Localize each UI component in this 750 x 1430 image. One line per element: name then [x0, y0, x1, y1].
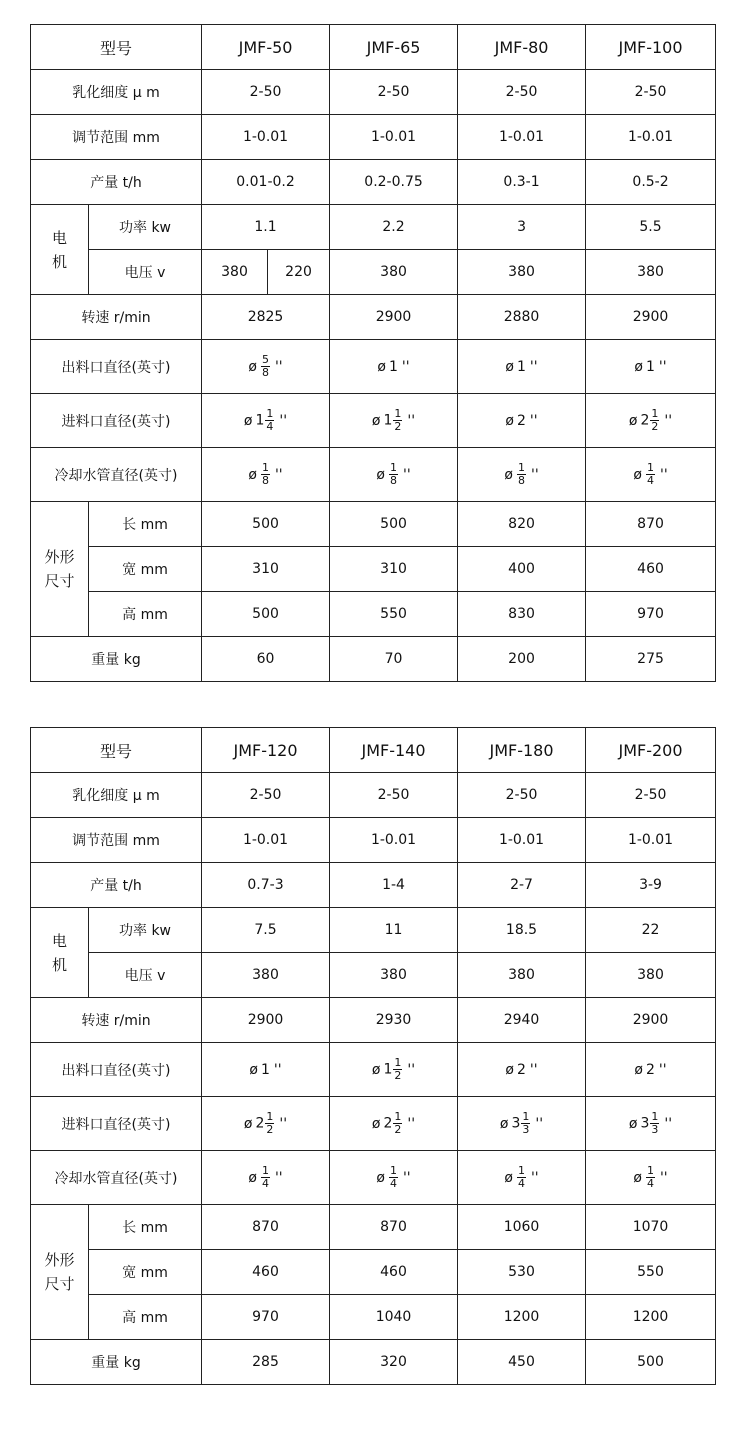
label-width: 宽 mm — [89, 547, 202, 592]
inch-mark: '' — [530, 466, 539, 483]
length-value: 870 — [586, 502, 716, 547]
weight-value: 285 — [202, 1340, 330, 1385]
label-width: 宽 mm — [89, 1250, 202, 1295]
fraction-numerator: 1 — [651, 1110, 659, 1123]
diameter-symbol: ø — [634, 358, 643, 375]
cooling-diameter — [202, 448, 330, 502]
diameter-fraction — [646, 462, 655, 487]
inch-mark: '' — [402, 466, 411, 483]
outlet-diameter — [586, 340, 716, 394]
outlet-diameter — [330, 340, 458, 394]
inch-mark: '' — [407, 412, 416, 429]
outlet-diameter — [458, 1043, 586, 1097]
label-height: 高 mm — [89, 592, 202, 637]
voltage-value: 380 — [330, 250, 458, 295]
adjust-value: 1-0.01 — [458, 115, 586, 160]
fraction-numerator: 1 — [517, 1164, 525, 1177]
diameter-fraction — [393, 1111, 402, 1136]
height-value: 1200 — [458, 1295, 586, 1340]
power-value: 18.5 — [458, 908, 586, 953]
label-dims: 外形 尺寸 — [31, 1205, 89, 1340]
speed-value: 2930 — [330, 998, 458, 1043]
fraction-numerator: 1 — [389, 461, 397, 474]
fraction-denominator: 2 — [394, 1069, 402, 1082]
voltage-value: 380 — [202, 953, 330, 998]
diameter-whole: 1 — [260, 1061, 270, 1078]
label-power: 功率 kw — [89, 205, 202, 250]
diameter-fraction — [517, 1165, 526, 1190]
adjust-value: 1-0.01 — [202, 818, 330, 863]
label-adjust: 调节范围 mm — [31, 115, 202, 160]
power-value: 3 — [458, 205, 586, 250]
fraction-denominator: 8 — [261, 474, 269, 487]
diameter-fraction — [389, 462, 398, 487]
output-value: 0.5-2 — [586, 160, 716, 205]
power-value: 7.5 — [202, 908, 330, 953]
inlet-diameter — [330, 394, 458, 448]
power-value: 2.2 — [330, 205, 458, 250]
label-length: 长 mm — [89, 502, 202, 547]
output-value: 2-7 — [458, 863, 586, 908]
fraction-denominator: 2 — [394, 1123, 402, 1136]
height-value: 1040 — [330, 1295, 458, 1340]
label-outlet: 出料口直径(英寸) — [31, 340, 202, 394]
fraction-numerator: 1 — [522, 1110, 530, 1123]
width-value: 400 — [458, 547, 586, 592]
diameter-fraction — [521, 1111, 530, 1136]
label-inlet: 进料口直径(英寸) — [31, 1097, 202, 1151]
length-value: 1060 — [458, 1205, 586, 1250]
label-model: 型号 — [31, 728, 202, 773]
fraction-denominator: 4 — [266, 420, 274, 433]
width-value: 310 — [202, 547, 330, 592]
spec-table-1 — [30, 24, 716, 682]
output-value: 3-9 — [586, 863, 716, 908]
fraction-numerator: 1 — [651, 407, 659, 420]
adjust-value: 1-0.01 — [330, 115, 458, 160]
inch-mark: '' — [279, 412, 288, 429]
label-motor: 电 机 — [31, 205, 89, 295]
fraction-denominator: 2 — [651, 420, 659, 433]
label-emulsify: 乳化细度 μ m — [31, 773, 202, 818]
fraction-numerator: 1 — [394, 407, 402, 420]
power-value: 11 — [330, 908, 458, 953]
voltage-value: 380 — [586, 250, 716, 295]
label-weight: 重量 kg — [31, 1340, 202, 1385]
voltage-value: 380 — [458, 953, 586, 998]
emulsify-value: 2-50 — [202, 773, 330, 818]
inch-mark: '' — [273, 1061, 282, 1078]
emulsify-value: 2-50 — [330, 773, 458, 818]
fraction-numerator: 1 — [261, 461, 269, 474]
diameter-fraction — [393, 1057, 402, 1082]
diameter-symbol: ø — [243, 1115, 253, 1132]
diameter-fraction — [517, 462, 526, 487]
diameter-fraction — [650, 1111, 659, 1136]
inch-mark: '' — [659, 1169, 668, 1186]
fraction-denominator: 2 — [394, 420, 402, 433]
emulsify-value: 2-50 — [330, 70, 458, 115]
outlet-diameter — [202, 1043, 330, 1097]
fraction-denominator: 4 — [646, 474, 654, 487]
length-value: 1070 — [586, 1205, 716, 1250]
outlet-diameter — [202, 340, 330, 394]
outlet-diameter — [586, 1043, 716, 1097]
emulsify-value: 2-50 — [586, 70, 716, 115]
diameter-symbol: ø — [505, 358, 514, 375]
diameter-symbol: ø — [628, 1115, 638, 1132]
label-voltage: 电压 v — [89, 953, 202, 998]
output-value: 0.7-3 — [202, 863, 330, 908]
weight-value: 200 — [458, 637, 586, 682]
inch-mark: '' — [529, 1061, 538, 1078]
fraction-denominator: 8 — [389, 474, 397, 487]
adjust-value: 1-0.01 — [586, 818, 716, 863]
label-length: 长 mm — [89, 1205, 202, 1250]
inch-mark: '' — [658, 1061, 667, 1078]
diameter-symbol: ø — [249, 1061, 258, 1078]
diameter-symbol: ø — [248, 466, 257, 483]
diameter-whole: 1 — [383, 1061, 393, 1078]
spec-table-2 — [30, 727, 716, 1385]
diameter-symbol: ø — [634, 1061, 643, 1078]
label-output: 产量 t/h — [31, 160, 202, 205]
diameter-whole: 1 — [517, 358, 526, 375]
label-power: 功率 kw — [89, 908, 202, 953]
diameter-symbol: ø — [633, 1169, 642, 1186]
inlet-diameter — [458, 1097, 586, 1151]
model-name: JMF-120 — [202, 728, 330, 773]
inlet-diameter — [586, 394, 716, 448]
fraction-denominator: 2 — [266, 1123, 274, 1136]
diameter-symbol: ø — [499, 1115, 509, 1132]
inch-mark: '' — [664, 1115, 673, 1132]
diameter-symbol: ø — [377, 358, 386, 375]
inch-mark: '' — [658, 358, 667, 375]
inlet-diameter — [458, 394, 586, 448]
inch-mark: '' — [664, 412, 673, 429]
fraction-numerator: 1 — [261, 1164, 269, 1177]
inch-mark: '' — [274, 466, 283, 483]
inch-mark: '' — [659, 466, 668, 483]
inch-mark: '' — [407, 1115, 416, 1132]
label-adjust: 调节范围 mm — [31, 818, 202, 863]
adjust-value: 1-0.01 — [202, 115, 330, 160]
diameter-whole: 2 — [255, 1115, 265, 1132]
length-value: 820 — [458, 502, 586, 547]
cooling-diameter — [330, 1151, 458, 1205]
diameter-fraction — [261, 354, 270, 379]
speed-value: 2880 — [458, 295, 586, 340]
diameter-whole: 2 — [383, 1115, 393, 1132]
diameter-symbol: ø — [376, 466, 385, 483]
label-motor: 电 机 — [31, 908, 89, 998]
cooling-diameter — [586, 1151, 716, 1205]
fraction-denominator: 8 — [261, 366, 269, 379]
adjust-value: 1-0.01 — [330, 818, 458, 863]
speed-value: 2825 — [202, 295, 330, 340]
fraction-numerator: 1 — [646, 1164, 654, 1177]
emulsify-value: 2-50 — [202, 70, 330, 115]
voltage-value: 380 — [586, 953, 716, 998]
inch-mark: '' — [530, 1169, 539, 1186]
emulsify-value: 2-50 — [458, 70, 586, 115]
voltage-value: 380 — [458, 250, 586, 295]
inlet-diameter — [202, 394, 330, 448]
height-value: 1200 — [586, 1295, 716, 1340]
power-value: 5.5 — [586, 205, 716, 250]
length-value: 870 — [202, 1205, 330, 1250]
model-name: JMF-140 — [330, 728, 458, 773]
diameter-symbol: ø — [248, 358, 257, 375]
diameter-whole: 2 — [517, 412, 526, 429]
diameter-symbol: ø — [243, 412, 253, 429]
width-value: 460 — [330, 1250, 458, 1295]
diameter-whole: 3 — [640, 1115, 650, 1132]
fraction-denominator: 4 — [389, 1177, 397, 1190]
diameter-fraction — [265, 1111, 274, 1136]
diameter-fraction — [261, 1165, 270, 1190]
fraction-denominator: 4 — [646, 1177, 654, 1190]
diameter-symbol: ø — [505, 412, 514, 429]
emulsify-value: 2-50 — [586, 773, 716, 818]
diameter-symbol: ø — [371, 1115, 381, 1132]
inch-mark: '' — [274, 1169, 283, 1186]
inlet-diameter — [330, 1097, 458, 1151]
power-value: 1.1 — [202, 205, 330, 250]
diameter-fraction — [265, 408, 274, 433]
inch-mark: '' — [529, 358, 538, 375]
model-name: JMF-180 — [458, 728, 586, 773]
fraction-denominator: 3 — [522, 1123, 530, 1136]
fraction-numerator: 1 — [394, 1056, 402, 1069]
cooling-diameter — [458, 448, 586, 502]
label-height: 高 mm — [89, 1295, 202, 1340]
height-value: 500 — [202, 592, 330, 637]
inch-mark: '' — [407, 1061, 416, 1078]
cooling-diameter — [458, 1151, 586, 1205]
height-value: 830 — [458, 592, 586, 637]
height-value: 970 — [202, 1295, 330, 1340]
diameter-symbol: ø — [633, 466, 642, 483]
weight-value: 320 — [330, 1340, 458, 1385]
height-value: 550 — [330, 592, 458, 637]
label-dims: 外形 尺寸 — [31, 502, 89, 637]
cooling-diameter — [586, 448, 716, 502]
diameter-whole: 3 — [511, 1115, 521, 1132]
inch-mark: '' — [274, 358, 283, 375]
outlet-diameter — [330, 1043, 458, 1097]
voltage-value: 380 — [202, 250, 268, 295]
diameter-whole: 2 — [640, 412, 650, 429]
fraction-denominator: 4 — [517, 1177, 525, 1190]
label-cooling: 冷却水管直径(英寸) — [31, 448, 202, 502]
speed-value: 2940 — [458, 998, 586, 1043]
inlet-diameter — [586, 1097, 716, 1151]
diameter-symbol: ø — [371, 1061, 381, 1078]
model-name: JMF-65 — [330, 25, 458, 70]
diameter-symbol: ø — [628, 412, 638, 429]
label-output: 产量 t/h — [31, 863, 202, 908]
diameter-whole: 2 — [516, 1061, 526, 1078]
outlet-diameter — [458, 340, 586, 394]
diameter-fraction — [650, 408, 659, 433]
diameter-symbol: ø — [504, 466, 513, 483]
diameter-whole: 1 — [646, 358, 655, 375]
diameter-symbol: ø — [505, 1061, 514, 1078]
diameter-whole: 1 — [383, 412, 393, 429]
weight-value: 500 — [586, 1340, 716, 1385]
diameter-symbol: ø — [371, 412, 381, 429]
fraction-numerator: 5 — [261, 353, 269, 366]
inch-mark: '' — [529, 412, 538, 429]
width-value: 460 — [586, 547, 716, 592]
weight-value: 275 — [586, 637, 716, 682]
diameter-fraction — [261, 462, 270, 487]
diameter-fraction — [646, 1165, 655, 1190]
output-value: 1-4 — [330, 863, 458, 908]
fraction-numerator: 1 — [394, 1110, 402, 1123]
fraction-denominator: 4 — [261, 1177, 269, 1190]
label-outlet: 出料口直径(英寸) — [31, 1043, 202, 1097]
fraction-denominator: 8 — [517, 474, 525, 487]
label-speed: 转速 r/min — [31, 295, 202, 340]
length-value: 870 — [330, 1205, 458, 1250]
width-value: 310 — [330, 547, 458, 592]
inch-mark: '' — [535, 1115, 544, 1132]
length-value: 500 — [202, 502, 330, 547]
fraction-denominator: 3 — [651, 1123, 659, 1136]
fraction-numerator: 1 — [266, 407, 274, 420]
model-name: JMF-50 — [202, 25, 330, 70]
voltage-value: 380 — [330, 953, 458, 998]
adjust-value: 1-0.01 — [586, 115, 716, 160]
output-value: 0.01-0.2 — [202, 160, 330, 205]
emulsify-value: 2-50 — [458, 773, 586, 818]
label-speed: 转速 r/min — [31, 998, 202, 1043]
diameter-fraction — [393, 408, 402, 433]
height-value: 970 — [586, 592, 716, 637]
diameter-whole: 2 — [645, 1061, 655, 1078]
width-value: 530 — [458, 1250, 586, 1295]
width-value: 550 — [586, 1250, 716, 1295]
model-name: JMF-200 — [586, 728, 716, 773]
weight-value: 450 — [458, 1340, 586, 1385]
fraction-numerator: 1 — [266, 1110, 274, 1123]
length-value: 500 — [330, 502, 458, 547]
inch-mark: '' — [401, 358, 410, 375]
output-value: 0.3-1 — [458, 160, 586, 205]
diameter-whole: 1 — [255, 412, 265, 429]
width-value: 460 — [202, 1250, 330, 1295]
model-name: JMF-100 — [586, 25, 716, 70]
speed-value: 2900 — [330, 295, 458, 340]
cooling-diameter — [202, 1151, 330, 1205]
speed-value: 2900 — [586, 295, 716, 340]
inch-mark: '' — [279, 1115, 288, 1132]
voltage-value: 220 — [268, 250, 330, 295]
speed-value: 2900 — [202, 998, 330, 1043]
cooling-diameter — [330, 448, 458, 502]
fraction-numerator: 1 — [646, 461, 654, 474]
speed-value: 2900 — [586, 998, 716, 1043]
diameter-symbol: ø — [504, 1169, 513, 1186]
inlet-diameter — [202, 1097, 330, 1151]
label-model: 型号 — [31, 25, 202, 70]
diameter-fraction — [389, 1165, 398, 1190]
fraction-numerator: 1 — [389, 1164, 397, 1177]
weight-value: 70 — [330, 637, 458, 682]
power-value: 22 — [586, 908, 716, 953]
weight-value: 60 — [202, 637, 330, 682]
label-voltage: 电压 v — [89, 250, 202, 295]
diameter-symbol: ø — [248, 1169, 257, 1186]
label-weight: 重量 kg — [31, 637, 202, 682]
label-emulsify: 乳化细度 μ m — [31, 70, 202, 115]
fraction-numerator: 1 — [517, 461, 525, 474]
label-inlet: 进料口直径(英寸) — [31, 394, 202, 448]
inch-mark: '' — [402, 1169, 411, 1186]
label-cooling: 冷却水管直径(英寸) — [31, 1151, 202, 1205]
adjust-value: 1-0.01 — [458, 818, 586, 863]
output-value: 0.2-0.75 — [330, 160, 458, 205]
model-name: JMF-80 — [458, 25, 586, 70]
diameter-symbol: ø — [376, 1169, 385, 1186]
diameter-whole: 1 — [389, 358, 398, 375]
